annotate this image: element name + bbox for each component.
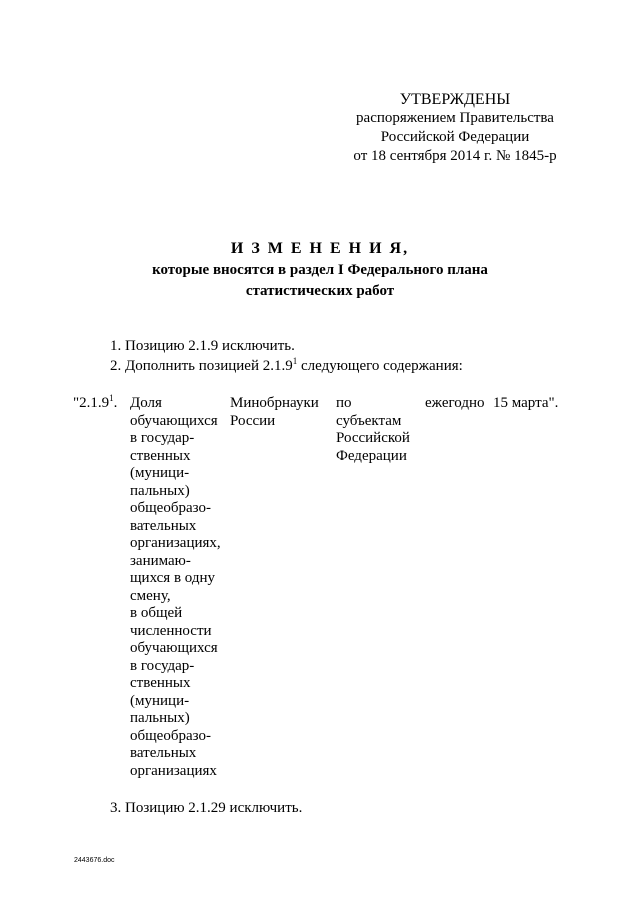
indicator-line: организациях, (130, 535, 221, 551)
indicator-line: (муници- (130, 692, 190, 709)
indicator-line: общеобразо- (130, 727, 211, 744)
department-line: России (230, 412, 276, 429)
item-two-tail: следующего содержания: (297, 358, 463, 374)
indicator-line: щихся в одну (130, 570, 216, 586)
row-frequency: ежегодно (425, 395, 485, 411)
indicator-line: организациях (130, 762, 217, 779)
indicator-line: Доля (130, 395, 162, 411)
row-deadline: 15 марта". (493, 395, 559, 411)
indicator-line: обучающихся (130, 640, 218, 656)
approval-stamp (340, 90, 570, 166)
indicator-line: занимаю- (130, 552, 191, 569)
document-subtitle-line1: которые вносятся в раздел I Федерального плана (152, 262, 488, 278)
approved-government-line: Российской Федерации (380, 129, 530, 145)
row-code-text: "2.1.9 (73, 395, 110, 411)
indicator-line: пальных) (130, 482, 190, 499)
item-one: 1. Позицию 2.1.9 исключить. (110, 338, 295, 354)
row-department (230, 395, 330, 430)
indicator-line: ственных (130, 447, 191, 464)
level-line: Российской (336, 430, 410, 446)
approved-date-line: от 18 сентября 2014 г. № 1845-р (353, 148, 557, 164)
row-indicator (130, 395, 230, 780)
level-line: Федерации (336, 447, 407, 464)
indicator-line: вательных (130, 517, 197, 534)
indicator-line: обучающихся (130, 412, 218, 429)
document-title: И З М Е Н Е Н И Я, (230, 240, 410, 257)
indicator-line: в общей (130, 605, 183, 621)
row-code-dot: . (113, 395, 118, 411)
row-code-superscript: 1 (109, 393, 114, 403)
document-subtitle-line2: статистических работ (245, 283, 395, 299)
department-line: Минобрнауки (230, 395, 319, 411)
indicator-line: общеобразо- (130, 500, 211, 516)
approved-heading: УТВЕРЖДЕНЫ (399, 91, 511, 108)
indicator-line: в государ- (130, 430, 195, 446)
indicator-line: (муници- (130, 465, 190, 481)
row-code (73, 395, 117, 413)
indicator-line: смену, (130, 587, 171, 604)
approved-by-line: распоряжением Правительства (356, 110, 554, 126)
level-line: по (336, 395, 352, 411)
item-two-superscript: 1 (292, 356, 298, 366)
row-level (336, 395, 426, 465)
item-two (110, 358, 463, 375)
item-three: 3. Позицию 2.1.29 исключить. (110, 800, 303, 816)
item-two-text: 2. Дополнить позицией 2.1.9 (110, 358, 293, 374)
level-line: субъектам (336, 412, 402, 429)
indicator-line: ственных (130, 675, 191, 691)
indicator-line: в государ- (130, 657, 195, 674)
indicator-line: пальных) (130, 710, 190, 726)
indicator-line: вательных (130, 745, 197, 761)
indicator-line: численности (130, 622, 212, 639)
document-id: 2443676.doc (74, 857, 115, 864)
